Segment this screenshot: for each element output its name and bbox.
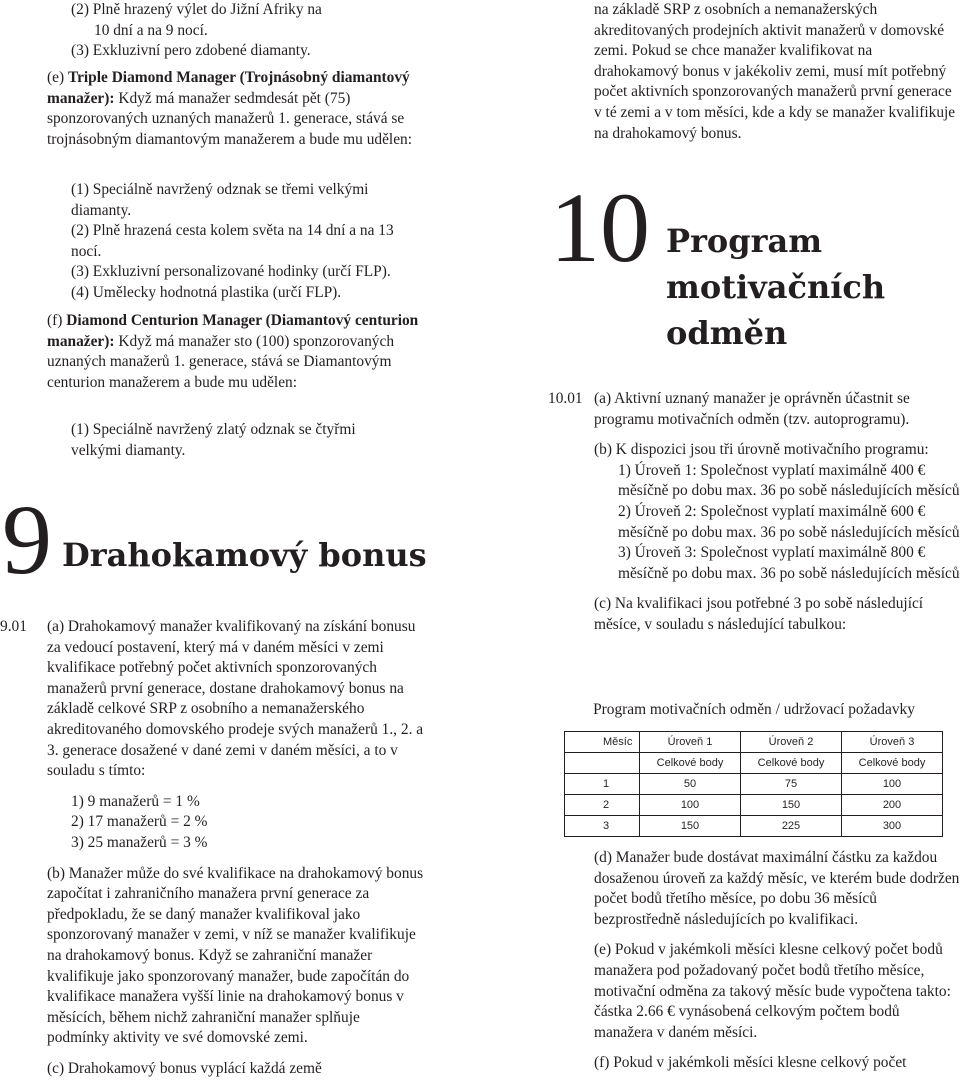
award-item: (2) Plně hrazená cesta kolem světa na 14 dní a na 13 nocí.	[71, 222, 394, 260]
clause-10-01-b: (b) K dispozici jsou tři úrovně motivačního programu:	[594, 441, 929, 459]
section-9-title: Drahokamový bonus	[62, 536, 427, 574]
section-10-title-line: odměn	[666, 314, 788, 352]
table-subheader-cell: Celkové body	[741, 753, 842, 774]
clause-9-01-c: (c) Drahokamový bonus vyplácí každá země	[47, 1059, 322, 1077]
table-cell: 200	[842, 795, 943, 816]
clause-10-01-f: (f) Pokud v jakémkoli měsíci klesne celkový počet	[594, 1054, 907, 1072]
clause-e-text: Když má manažer sedmdesát pět (75) sponzorovaných uznaných manažerů 1. generace, stává se trojnásobným diamantovým manažerem a bude mu udělen:	[47, 89, 412, 148]
clause-f-text: Když má manažer sto (100) sponzorovaných uznaných manažerů 1. generace, stává se Diamantovým centurion manažerem a bude mu udělen:	[47, 332, 395, 391]
table-header-cell: Úroveň 1	[640, 732, 741, 753]
bonus-rate-item: 3) 25 manažerů = 3 %	[71, 833, 208, 851]
table-cell: 1	[565, 774, 640, 795]
section-10-title-line: motivačních	[666, 268, 886, 306]
level-item: 2) Úroveň 2: Společnost vyplatí maximálně 600 € měsíčně po dobu max. 36 po sobě následujících měsíců	[618, 502, 960, 541]
section-9-number: 9	[2, 484, 52, 595]
clause-f-awards	[71, 420, 391, 461]
table-subheader-row	[565, 753, 943, 774]
table-cell: 100	[640, 795, 741, 816]
clause-f	[47, 311, 422, 393]
table-header-cell: Měsíc	[565, 732, 640, 753]
levels-list	[594, 461, 960, 585]
bonus-rate-item: 1) 9 manažerů = 1 %	[71, 792, 200, 810]
table-subheader-cell: Celkové body	[842, 753, 943, 774]
award-item: (1) Speciálně navržený zlatý odznak se čtyřmi velkými diamanty.	[71, 421, 356, 459]
section-10-body	[594, 389, 960, 636]
table-title: Program motivačních odměn / udržovací požadavky	[593, 701, 915, 718]
continued-text	[594, 0, 959, 144]
clause-e	[47, 68, 422, 150]
table-cell: 225	[741, 816, 842, 837]
prior-awards-list	[0, 0, 340, 62]
section-9-body	[47, 617, 425, 1079]
award-item: (3) Exkluzivní personalizované hodinky (určí FLP).	[71, 263, 391, 281]
table-cell: 50	[640, 774, 741, 795]
award-item: (4) Umělecky hodnotná plastika (určí FLP).	[71, 283, 342, 301]
clause-9-01-number: 9.01	[0, 618, 27, 635]
section-10-title-line: Program	[666, 222, 823, 260]
clause-10-01-a: (a) Aktivní uznaný manažer je oprávněn účastnit se programu motivačních odměn (tzv. autoprogramu).	[594, 390, 910, 428]
table-header-cell: Úroveň 2	[741, 732, 842, 753]
table-cell: 150	[640, 816, 741, 837]
clause-f-label: (f)	[47, 312, 63, 329]
table-cell: 3	[565, 816, 640, 837]
table-subheader-cell: Celkové body	[640, 753, 741, 774]
clause-9-01-a: (a) Drahokamový manažer kvalifikovaný na získání bonusu za vedoucí postavení, který má v daném měsíci v zemi kvalifikace potřebný počet aktivních sponzorovaných manažerů první generace, dostane drahokamový bonus na základě celkové SRP z osobního a nemanažerského akreditovaného domovského prodeje svých manažerů 1., 2. a 3. generace dosažené v dané zemi v daném měsíci, a to v souladu s tímto:	[47, 618, 424, 780]
clause-e-title: Triple Diamond Manager (Trojnásobný diamantový manažer):	[47, 69, 410, 107]
clause-e-awards	[71, 180, 411, 304]
clause-9-01-c-continued: na základě SRP z osobních a nemanažerských akreditovaných prodejních aktivit manažerů v domovské zemi. Pokud se chce manažer kvalifikovat na drahokamový bonus v jakékoliv zemi, musí mít potřebný počet aktivních sponzorovaných manažerů první generace v té zemi a v tom měsíci, kde a kdy se manažer kvalifikuje na drahokamový bonus.	[594, 1, 956, 142]
section-10-number: 10	[550, 172, 650, 283]
bonus-rates-list	[47, 792, 425, 854]
clause-9-01-b: (b) Manažer může do své kvalifikace na drahokamový bonus započítat i zahraničního manažera první generace za předpokladu, že se daný manažer kvalifikoval jako sponzorovaný manažer v zemi, v níž se manažer kvalifikuje na drahokamový bonus. Když se zahraniční manažer kvalifikuje jako sponzorovaný manažer, bude započítán do kvalifikace manažera vyšší linie na drahokamový bonus v měsících, během nichž zahraniční manažer splňuje podmínky aktivity ve své domovské zemi.	[47, 864, 424, 1047]
table-row	[565, 816, 943, 837]
section-10-title	[666, 218, 885, 356]
table-row	[565, 795, 943, 816]
bonus-rate-item: 2) 17 manažerů = 2 %	[71, 813, 208, 831]
table-cell: 2	[565, 795, 640, 816]
requirements-table	[564, 731, 943, 837]
clause-10-01-d: (d) Manažer bude dostávat maximální částku za každou dosaženou úroveň za každý měsíc, ve kterém bude dodržen počet bodů třetího měsíce, po dobu 36 měsíců bezprostředně následujících po kvalifikaci.	[594, 849, 960, 928]
table-cell: 100	[842, 774, 943, 795]
clause-10-01-c: (c) Na kvalifikaci jsou potřebné 3 po sobě následující měsíce, v souladu s následující tabulkou:	[594, 595, 924, 633]
award-item: (1) Speciálně navržený odznak se třemi velkými diamanty.	[71, 181, 369, 219]
table-cell: 75	[741, 774, 842, 795]
clause-f-title: Diamond Centurion Manager (Diamantový centurion manažer):	[47, 312, 419, 350]
section-10-body-continued	[594, 848, 960, 1074]
table-subheader-cell	[565, 753, 640, 774]
level-item: 3) Úroveň 3: Společnost vyplatí maximálně 800 € měsíčně po dobu max. 36 po sobě následujících měsíců	[618, 544, 960, 582]
level-item: 1) Úroveň 1: Společnost vyplatí maximálně 400 € měsíčně po dobu max. 36 po sobě následujících měsíců	[618, 461, 960, 500]
clause-10-01-e: (e) Pokud v jakémkoli měsíci klesne celkový počet bodů manažera pod požadovaný počet bodů třetího měsíce, motivační odměna za takový měsíc bude vypočtena takto: částka 2.66 € vynásobená celkovým počtem bodů manažera v daném měsíci.	[594, 941, 951, 1041]
table-cell: 150	[741, 795, 842, 816]
clause-e-label: (e)	[47, 69, 65, 86]
award-item: (3) Exkluzivní pero zdobené diamanty.	[71, 42, 311, 60]
table-header-row	[565, 732, 943, 753]
table-row	[565, 774, 943, 795]
clause-10-01-number: 10.01	[548, 390, 583, 407]
table-cell: 300	[842, 816, 943, 837]
table-header-cell: Úroveň 3	[842, 732, 943, 753]
award-item: (2) Plně hrazený výlet do Jižní Afriky na 10 dní a na 9 nocí.	[71, 1, 322, 39]
